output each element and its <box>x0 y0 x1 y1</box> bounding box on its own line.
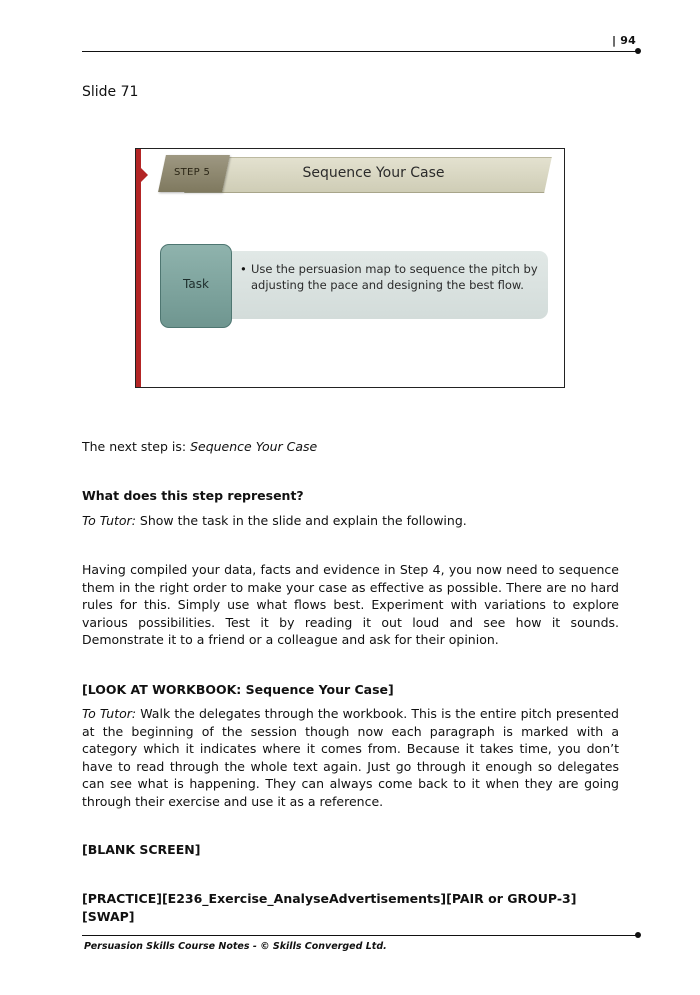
slide-bullet-text: Use the persuasion map to sequence the pitch by adjusting the pace and designing the best flow. <box>251 262 538 292</box>
practice-cue: [PRACTICE][E236_Exercise_AnalyseAdvertisements][PAIR or GROUP-3][SWAP] <box>82 891 577 924</box>
next-step-name: Sequence Your Case <box>190 439 318 454</box>
slide-title: Sequence Your Case <box>302 165 445 181</box>
footer-text: Persuasion Skills Course Notes - © Skills Converged Ltd. <box>84 941 387 952</box>
tutor-text-2: Walk the delegates through the workbook. This is the entire pitch presented at the beginning of the session though now each paragraph is marked with a category which it indicates where it comes from. Because it takes time, you don’t have to read through the whole text again. Just go through it enough so delegates can see what is happening. They can always come back to it when they are going through their exercise and use it as a reference. <box>82 706 619 809</box>
tutor-instruction-2 <box>82 705 619 810</box>
question-heading: What does this step represent? <box>82 488 304 503</box>
explanation-paragraph: Having compiled your data, facts and evidence in Step 4, you now need to sequence them in the right order to make your case as effective as possible. There are no hard rules for this. Simply use what flows best. Experiment with variations to explore various possibilities. Test it by reading it out loud and see how it sounds. Demonstrate it to a friend or a colleague and ask for their opinion. <box>82 562 619 647</box>
tutor-label-2: To Tutor: <box>82 706 137 721</box>
tutor-instruction-1 <box>82 512 619 530</box>
tutor-text-1: Show the task in the slide and explain the following. <box>135 513 467 528</box>
header-rule <box>82 51 637 52</box>
slide-image <box>135 148 565 388</box>
next-step-prefix: The next step is: <box>82 439 191 454</box>
slide-arrow-icon <box>141 168 148 182</box>
slide-bullet-marker: • <box>240 262 247 276</box>
footer-rule <box>82 935 637 936</box>
blank-screen-cue: [BLANK SCREEN] <box>82 842 201 857</box>
slide-label: Slide 71 <box>82 84 139 100</box>
next-step-line <box>82 438 619 456</box>
footer-rule-dot <box>635 932 641 938</box>
workbook-heading: [LOOK AT WORKBOOK: Sequence Your Case] <box>82 682 394 697</box>
tutor-label-1: To Tutor: <box>82 513 136 528</box>
header-rule-dot <box>635 48 641 54</box>
slide-task-label: Task <box>183 277 209 291</box>
slide-step-label: STEP 5 <box>174 167 211 178</box>
slide-accent-bar <box>136 149 141 387</box>
page-number: | 94 <box>612 34 636 47</box>
